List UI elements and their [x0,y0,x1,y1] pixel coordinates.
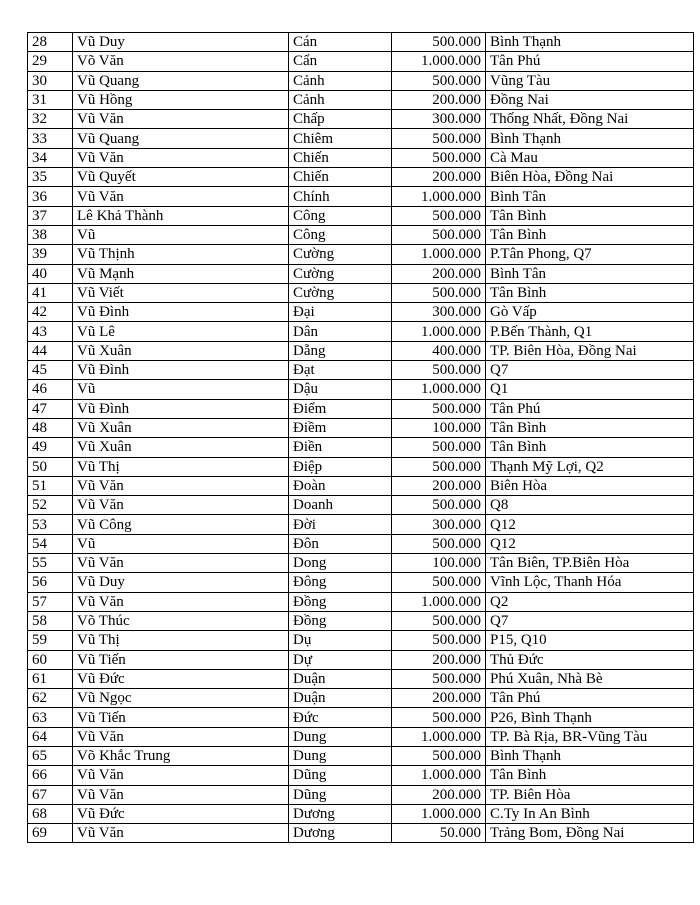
address-cell: TP. Bà Rịa, BR-Vũng Tàu [486,727,694,746]
address-cell: Biên Hòa, Đồng Nai [486,168,694,187]
address-cell: Thủ Đức [486,650,694,669]
given-name-cell: Chấp [289,110,392,129]
family-name-cell: Vũ Xuân [73,438,289,457]
row-number-cell: 37 [28,206,73,225]
row-number-cell: 29 [28,52,73,71]
row-number-cell: 53 [28,515,73,534]
given-name-cell: Cảnh [289,71,392,90]
address-cell: TP. Biên Hòa [486,785,694,804]
family-name-cell: Võ Thúc [73,611,289,630]
table-row [28,380,694,399]
family-name-cell: Vũ Thị [73,457,289,476]
address-cell: Tân Phú [486,399,694,418]
given-name-cell: Công [289,225,392,244]
donor-table [27,32,694,843]
amount-cell: 500.000 [392,438,486,457]
given-name-cell: Điểm [289,399,392,418]
given-name-cell: Cán [289,33,392,52]
address-cell: Bình Thạnh [486,33,694,52]
given-name-cell: Đạt [289,361,392,380]
address-cell: Tân Phú [486,52,694,71]
table-row [28,476,694,495]
amount-cell: 500.000 [392,496,486,515]
address-cell: Gò Vấp [486,303,694,322]
table-row [28,110,694,129]
amount-cell: 500.000 [392,746,486,765]
family-name-cell: Vũ [73,225,289,244]
family-name-cell: Vũ Lê [73,322,289,341]
table-row [28,496,694,515]
address-cell: P.Tân Phong, Q7 [486,245,694,264]
amount-cell: 500.000 [392,611,486,630]
address-cell: Thạnh Mỹ Lợi, Q2 [486,457,694,476]
row-number-cell: 49 [28,438,73,457]
given-name-cell: Đồng [289,611,392,630]
row-number-cell: 64 [28,727,73,746]
row-number-cell: 42 [28,303,73,322]
row-number-cell: 28 [28,33,73,52]
address-cell: TP. Biên Hòa, Đồng Nai [486,341,694,360]
address-cell: Q7 [486,361,694,380]
table-row [28,824,694,843]
amount-cell: 50.000 [392,824,486,843]
family-name-cell: Vũ Đình [73,361,289,380]
given-name-cell: Chiến [289,168,392,187]
row-number-cell: 43 [28,322,73,341]
table-row [28,71,694,90]
address-cell: Trảng Bom, Đồng Nai [486,824,694,843]
address-cell: Thống Nhất, Đồng Nai [486,110,694,129]
family-name-cell: Vũ Đình [73,399,289,418]
address-cell: Q7 [486,611,694,630]
family-name-cell: Vũ Văn [73,824,289,843]
given-name-cell: Công [289,206,392,225]
given-name-cell: Dự [289,650,392,669]
row-number-cell: 61 [28,669,73,688]
table-row [28,708,694,727]
family-name-cell: Vũ Quang [73,129,289,148]
given-name-cell: Dân [289,322,392,341]
amount-cell: 500.000 [392,631,486,650]
family-name-cell: Vũ Tiến [73,650,289,669]
address-cell: Tân Bình [486,206,694,225]
row-number-cell: 39 [28,245,73,264]
given-name-cell: Dẵng [289,341,392,360]
given-name-cell: Điệp [289,457,392,476]
row-number-cell: 35 [28,168,73,187]
address-cell: Bình Thạnh [486,129,694,148]
amount-cell: 200.000 [392,689,486,708]
amount-cell: 300.000 [392,110,486,129]
address-cell: P15, Q10 [486,631,694,650]
given-name-cell: Dương [289,804,392,823]
family-name-cell: Vũ Đức [73,669,289,688]
given-name-cell: Điền [289,438,392,457]
table-row [28,438,694,457]
amount-cell: 1.000.000 [392,804,486,823]
given-name-cell: Đức [289,708,392,727]
row-number-cell: 36 [28,187,73,206]
address-cell: Q12 [486,534,694,553]
amount-cell: 500.000 [392,283,486,302]
table-row [28,766,694,785]
family-name-cell: Vũ [73,534,289,553]
given-name-cell: Đông [289,573,392,592]
amount-cell: 1.000.000 [392,52,486,71]
table-row [28,245,694,264]
amount-cell: 1.000.000 [392,727,486,746]
family-name-cell: Vũ Đình [73,303,289,322]
row-number-cell: 67 [28,785,73,804]
row-number-cell: 34 [28,148,73,167]
family-name-cell: Vũ Duy [73,573,289,592]
family-name-cell: Vũ Ngọc [73,689,289,708]
address-cell: C.Ty In An Bình [486,804,694,823]
table-row [28,264,694,283]
family-name-cell: Vũ Văn [73,110,289,129]
amount-cell: 300.000 [392,303,486,322]
amount-cell: 500.000 [392,33,486,52]
row-number-cell: 32 [28,110,73,129]
row-number-cell: 30 [28,71,73,90]
address-cell: Vũng Tàu [486,71,694,90]
address-cell: Đồng Nai [486,90,694,109]
address-cell: Tân Bình [486,418,694,437]
table-row [28,52,694,71]
given-name-cell: Chiêm [289,129,392,148]
given-name-cell: Chính [289,187,392,206]
family-name-cell: Vũ Tiến [73,708,289,727]
family-name-cell: Vũ Công [73,515,289,534]
table-row [28,689,694,708]
given-name-cell: Dung [289,746,392,765]
table-row [28,785,694,804]
family-name-cell: Vũ Quang [73,71,289,90]
given-name-cell: Đồng [289,592,392,611]
given-name-cell: Dũng [289,766,392,785]
address-cell: Vĩnh Lộc, Thanh Hóa [486,573,694,592]
given-name-cell: Đời [289,515,392,534]
row-number-cell: 52 [28,496,73,515]
table-row [28,225,694,244]
amount-cell: 500.000 [392,399,486,418]
row-number-cell: 56 [28,573,73,592]
amount-cell: 1.000.000 [392,187,486,206]
address-cell: Bình Tân [486,264,694,283]
amount-cell: 1.000.000 [392,245,486,264]
given-name-cell: Chiến [289,148,392,167]
amount-cell: 100.000 [392,554,486,573]
family-name-cell: Vũ Văn [73,496,289,515]
amount-cell: 200.000 [392,785,486,804]
table-row [28,322,694,341]
family-name-cell: Vũ Đức [73,804,289,823]
row-number-cell: 51 [28,476,73,495]
row-number-cell: 68 [28,804,73,823]
table-row [28,650,694,669]
family-name-cell: Vũ Duy [73,33,289,52]
amount-cell: 300.000 [392,515,486,534]
family-name-cell: Lê Khả Thành [73,206,289,225]
given-name-cell: Cảnh [289,90,392,109]
address-cell: Tân Bình [486,225,694,244]
given-name-cell: Dụ [289,631,392,650]
given-name-cell: Dương [289,824,392,843]
donor-table-body [28,33,694,843]
table-row [28,418,694,437]
family-name-cell: Vũ Văn [73,766,289,785]
address-cell: Bình Thạnh [486,746,694,765]
family-name-cell: Vũ Quyết [73,168,289,187]
row-number-cell: 55 [28,554,73,573]
row-number-cell: 63 [28,708,73,727]
row-number-cell: 44 [28,341,73,360]
family-name-cell: Vũ Văn [73,592,289,611]
family-name-cell: Vũ Văn [73,476,289,495]
amount-cell: 200.000 [392,168,486,187]
table-row [28,669,694,688]
amount-cell: 500.000 [392,206,486,225]
given-name-cell: Cường [289,283,392,302]
given-name-cell: Điềm [289,418,392,437]
given-name-cell: Cường [289,245,392,264]
address-cell: Tân Bình [486,283,694,302]
row-number-cell: 59 [28,631,73,650]
family-name-cell: Vũ Viết [73,283,289,302]
address-cell: Q12 [486,515,694,534]
given-name-cell: Cẩn [289,52,392,71]
amount-cell: 500.000 [392,708,486,727]
table-row [28,611,694,630]
table-row [28,303,694,322]
given-name-cell: Dong [289,554,392,573]
given-name-cell: Dậu [289,380,392,399]
family-name-cell: Vũ Mạnh [73,264,289,283]
given-name-cell: Đôn [289,534,392,553]
table-row [28,399,694,418]
address-cell: Tân Phú [486,689,694,708]
given-name-cell: Dung [289,727,392,746]
table-row [28,631,694,650]
address-cell: Q1 [486,380,694,399]
row-number-cell: 66 [28,766,73,785]
table-row [28,90,694,109]
address-cell: Q2 [486,592,694,611]
amount-cell: 200.000 [392,650,486,669]
row-number-cell: 45 [28,361,73,380]
amount-cell: 500.000 [392,573,486,592]
table-row [28,727,694,746]
amount-cell: 200.000 [392,90,486,109]
amount-cell: 500.000 [392,225,486,244]
row-number-cell: 38 [28,225,73,244]
given-name-cell: Dũng [289,785,392,804]
table-row [28,804,694,823]
table-row [28,534,694,553]
table-row [28,148,694,167]
amount-cell: 200.000 [392,476,486,495]
family-name-cell: Vũ [73,380,289,399]
amount-cell: 500.000 [392,71,486,90]
address-cell: P26, Bình Thạnh [486,708,694,727]
amount-cell: 400.000 [392,341,486,360]
address-cell: Q8 [486,496,694,515]
row-number-cell: 58 [28,611,73,630]
row-number-cell: 40 [28,264,73,283]
amount-cell: 1.000.000 [392,380,486,399]
table-row [28,361,694,380]
family-name-cell: Vũ Xuân [73,418,289,437]
address-cell: Biên Hòa [486,476,694,495]
table-row [28,341,694,360]
table-row [28,515,694,534]
address-cell: Cà Mau [486,148,694,167]
table-row [28,746,694,765]
family-name-cell: Vũ Xuân [73,341,289,360]
address-cell: P.Bến Thành, Q1 [486,322,694,341]
address-cell: Phú Xuân, Nhà Bè [486,669,694,688]
family-name-cell: Vũ Văn [73,727,289,746]
family-name-cell: Vũ Thịnh [73,245,289,264]
family-name-cell: Vũ Văn [73,148,289,167]
table-row [28,457,694,476]
amount-cell: 1.000.000 [392,592,486,611]
table-row [28,187,694,206]
amount-cell: 500.000 [392,669,486,688]
given-name-cell: Doanh [289,496,392,515]
family-name-cell: Vũ Thị [73,631,289,650]
family-name-cell: Vũ Văn [73,187,289,206]
amount-cell: 500.000 [392,534,486,553]
table-row [28,206,694,225]
amount-cell: 500.000 [392,361,486,380]
address-cell: Bình Tân [486,187,694,206]
table-row [28,168,694,187]
row-number-cell: 57 [28,592,73,611]
row-number-cell: 60 [28,650,73,669]
row-number-cell: 48 [28,418,73,437]
row-number-cell: 69 [28,824,73,843]
table-row [28,129,694,148]
given-name-cell: Duận [289,669,392,688]
given-name-cell: Đoàn [289,476,392,495]
table-row [28,33,694,52]
given-name-cell: Cường [289,264,392,283]
table-row [28,283,694,302]
amount-cell: 100.000 [392,418,486,437]
family-name-cell: Vũ Hồng [73,90,289,109]
amount-cell: 200.000 [392,264,486,283]
given-name-cell: Duận [289,689,392,708]
amount-cell: 1.000.000 [392,766,486,785]
row-number-cell: 46 [28,380,73,399]
row-number-cell: 31 [28,90,73,109]
family-name-cell: Vũ Văn [73,554,289,573]
row-number-cell: 65 [28,746,73,765]
address-cell: Tân Biên, TP.Biên Hòa [486,554,694,573]
family-name-cell: Võ Khắc Trung [73,746,289,765]
amount-cell: 500.000 [392,457,486,476]
address-cell: Tân Bình [486,766,694,785]
row-number-cell: 54 [28,534,73,553]
table-row [28,573,694,592]
row-number-cell: 50 [28,457,73,476]
row-number-cell: 47 [28,399,73,418]
address-cell: Tân Bình [486,438,694,457]
amount-cell: 500.000 [392,129,486,148]
row-number-cell: 62 [28,689,73,708]
row-number-cell: 41 [28,283,73,302]
given-name-cell: Đại [289,303,392,322]
table-row [28,554,694,573]
table-row [28,592,694,611]
family-name-cell: Vũ Văn [73,785,289,804]
amount-cell: 500.000 [392,148,486,167]
family-name-cell: Võ Văn [73,52,289,71]
row-number-cell: 33 [28,129,73,148]
amount-cell: 1.000.000 [392,322,486,341]
